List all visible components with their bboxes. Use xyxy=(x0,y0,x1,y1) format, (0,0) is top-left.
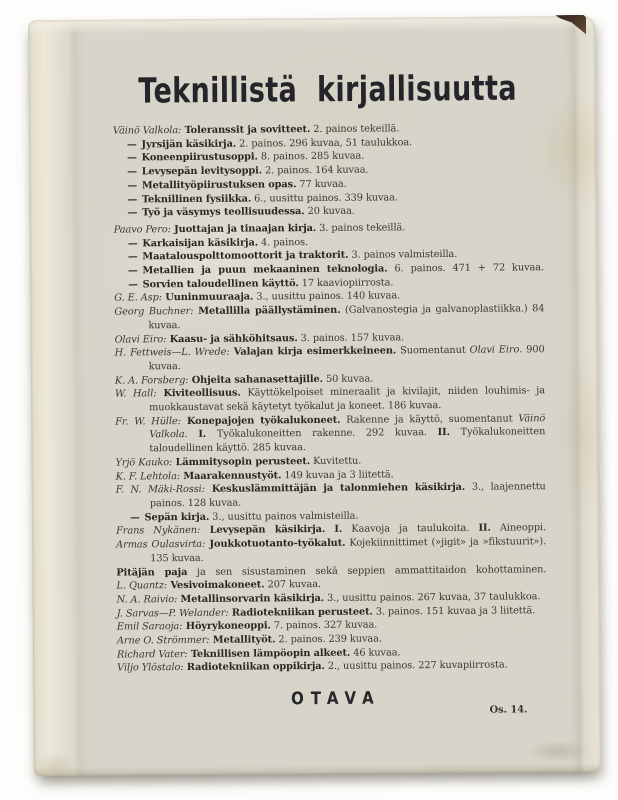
entry-author: G. E. Asp: xyxy=(114,292,163,305)
entry-title: I. xyxy=(334,524,343,536)
dash-marker: — xyxy=(126,139,142,151)
entry-title: Metallinsorvarin käsikirja. xyxy=(177,592,325,605)
entry-details: 4. painos. xyxy=(257,236,309,249)
entry-author: Georg Buchner: xyxy=(114,306,194,318)
entry-title: Radiotekniikan perusteet. xyxy=(228,606,373,619)
entry-details: ja sen sisustaminen sekä seppien ammattitaidon kohottaminen. xyxy=(187,563,547,578)
entry-details: Käyttökelpoiset mineraalit ja kivilajit, niiden louhimis- ja muokkaustavat sekä käytetyt työkalut ja koneet. 186 kuvaa. xyxy=(149,385,546,414)
entry-title: Ohjeita sahanasettajille. xyxy=(188,373,324,386)
entry-title: Vesivoimakoneet. xyxy=(167,579,265,592)
book-list xyxy=(113,121,547,675)
entry-title: Lämmitysopin perusteet. xyxy=(172,455,311,468)
entry-author: Yrjö Kauko: xyxy=(115,456,173,469)
dash-marker: — xyxy=(127,207,143,219)
entry-title: I. xyxy=(198,429,207,441)
entry-details: Väinö Valkola xyxy=(149,412,546,441)
list-entry xyxy=(115,385,545,416)
entry-title: Höyrykoneoppi. xyxy=(182,620,271,633)
entry-details: Rakenne ja käyttö, suomentanut xyxy=(340,413,519,426)
dash-marker: — xyxy=(127,193,142,205)
entry-author: Olavi Eiro: xyxy=(114,333,167,346)
list-entry xyxy=(116,535,546,566)
entry-title: Työ ja väsymys teollisuudessa. xyxy=(142,206,305,219)
entry-details: 2. painos. 239 kuvaa. xyxy=(275,633,382,646)
entry-author: Paavo Pero: xyxy=(113,224,171,236)
entry-details: Kaavoja ja taulukoita. xyxy=(342,523,479,536)
entry-title: Joukkotuotanto-työkalut. xyxy=(205,537,346,550)
publisher-name: OTAVA xyxy=(290,687,381,710)
entry-title: Sepän kirja. xyxy=(144,511,210,524)
entry-author: K. F. Lehtola: xyxy=(115,470,181,483)
entry-title: Valajan kirja esimerkkeineen. xyxy=(229,345,397,358)
entry-details: 7. painos. 327 kuvaa. xyxy=(270,619,378,632)
entry-details: 2. painos. 296 kuvaa, 51 taulukkoa. xyxy=(236,136,413,150)
entry-title: Jyrsijän käsikirja. xyxy=(141,138,237,151)
entry-title: Metallien ja puun mekaaninen teknologia. xyxy=(142,263,388,277)
entry-author: J. Sarvas—P. Welander: xyxy=(116,607,229,620)
entry-title: Maarakennustyöt. xyxy=(179,469,282,482)
entry-author: Richard Vater: xyxy=(116,648,188,661)
entry-details: Työkalukoneitten taloudellinen käyttö. 285 kuvaa. xyxy=(149,426,546,455)
entry-details: 2. painos tekeillä. xyxy=(310,123,400,136)
entry-details: 46 kuvaa. xyxy=(350,647,401,659)
torn-corner xyxy=(554,15,586,40)
entry-title: Juottajan ja tinaajan kirja. xyxy=(170,222,317,236)
entry-title: Keskuslämmittäjän ja talonmiehen käsikirja. xyxy=(204,482,466,496)
list-entry xyxy=(114,203,544,220)
entry-author: Väinö Valkola: xyxy=(112,125,182,137)
list-entry xyxy=(116,480,546,511)
entry-title: Karkaisijan käsikirja. xyxy=(142,237,259,249)
entry-details: 6., uusittu painos. 339 kuvaa. xyxy=(251,191,398,205)
entry-details: 207 kuvaa. xyxy=(264,579,321,591)
entry-details: Suomentanut xyxy=(396,345,470,357)
entry-details: 50 kuvaa. xyxy=(322,373,374,385)
entry-title: II. xyxy=(478,523,491,535)
entry-details: 6. painos. 471 + 72 kuvaa. xyxy=(387,262,545,275)
entry-title: Maatalouspolttomoottorit ja traktorit. xyxy=(142,250,349,263)
entry-title: Kaasu- ja sähköhitsaus. xyxy=(166,332,298,345)
entry-title: Uuninmuuraaja. xyxy=(161,291,254,304)
entry-title: II. xyxy=(437,427,450,439)
entry-details: Aineoppi. xyxy=(490,522,547,535)
entry-title: Teknillisen lämpöopin alkeet. xyxy=(187,647,351,660)
entry-details: Olavi Eiro xyxy=(469,344,520,357)
entry-title: Teknillinen fysiikka. xyxy=(141,193,252,205)
entry-title: Sorvien taloudellinen käyttö. xyxy=(142,277,299,291)
catalog-code: Os. 14. xyxy=(489,704,528,716)
entry-details: (Galvanostegia ja galvanoplastiikka.) 84 kuvaa. xyxy=(148,303,545,332)
title-row xyxy=(112,66,542,115)
dash-marker: — xyxy=(127,265,143,277)
list-entry xyxy=(115,412,545,456)
dash-marker: — xyxy=(127,237,143,250)
entry-author: W. Hall: xyxy=(114,388,157,400)
dash-marker: — xyxy=(127,166,142,178)
publisher-row xyxy=(117,685,547,716)
entry-author: F. N. Mäki-Rossi: xyxy=(115,484,205,496)
entry-author: K. A. Forsberg: xyxy=(114,374,189,387)
entry-author: Frans Nykänen: xyxy=(116,525,201,537)
entry-title: Metallityöpiirustuksen opas. xyxy=(141,178,297,192)
entry-title: Toleranssit ja sovitteet. xyxy=(181,124,311,137)
entry-author: Armas Oulasvirta: xyxy=(116,538,206,551)
list-entry xyxy=(114,302,544,333)
list-entry xyxy=(115,343,545,374)
dash-marker: — xyxy=(127,152,142,164)
entry-title: Radiotekniikan oppikirja. xyxy=(183,661,325,674)
entry-title: Konepajojen työkalukoneet. xyxy=(180,414,341,427)
entry-details: 2. painos. 164 kuvaa. xyxy=(261,164,369,177)
entry-title: Pitäjän paja xyxy=(116,566,188,579)
entry-title: Levysepän levitysoppi. xyxy=(141,165,263,178)
entry-author: N. A. Raivio: xyxy=(116,593,178,606)
entry-details: 2., uusittu painos. 227 kuvapiirrosta. xyxy=(324,659,508,673)
entry-details: 3., uusittu painos. 267 kuvaa, 37 taulukkoa. xyxy=(324,591,541,604)
dash-marker: — xyxy=(129,512,145,524)
dash-marker: — xyxy=(127,180,142,192)
entry-title: Koneenpiirustusoppi. xyxy=(141,151,258,164)
entry-title: Metallityöt. xyxy=(209,634,276,646)
list-entry xyxy=(117,659,547,676)
entry-details: Työkalukoneitten rakenne. 292 kuvaa. xyxy=(206,427,438,441)
entry-details: 3., uusittu painos. 140 kuvaa. xyxy=(253,290,401,303)
entry-title: Levysepän käsikirja. xyxy=(200,524,326,537)
entry-details: 77 kuvaa. xyxy=(296,178,347,190)
entry-details: 3. painos valmisteilla. xyxy=(348,249,458,262)
entry-details: . 900 kuvaa. xyxy=(148,344,545,373)
entry-details: 149 kuvaa ja 3 liitettä. xyxy=(281,468,394,481)
dash-marker: — xyxy=(128,279,143,291)
entry-details: . xyxy=(184,429,199,441)
entry-title: Kiviteollisuus. xyxy=(156,387,241,400)
entry-details: 3. painos. 157 kuvaa. xyxy=(297,331,405,344)
entry-details: 3., uusittu painos valmisteilla. xyxy=(209,510,359,523)
book-back-cover xyxy=(28,16,601,776)
entry-author: Arne O. Strömmer: xyxy=(116,634,210,647)
entry-author: L. Quantz: xyxy=(116,580,168,592)
entry-details: 20 kuvaa. xyxy=(304,205,355,218)
entry-details: 8. painos. 285 kuvaa. xyxy=(257,151,365,163)
entry-title: Metallilla päällystäminen. xyxy=(193,304,341,318)
entry-details: 3. painos tekeillä. xyxy=(316,222,406,234)
entry-details: Kuvitettu. xyxy=(310,455,362,467)
cover-title: Teknillistä kirjallisuutta xyxy=(138,68,518,112)
entry-author: H. Fettweis—L. Wrede: xyxy=(114,346,230,359)
entry-details: Kojekiinnittimet (»jigit» ja »fikstuurit»). 135 kuvaa. xyxy=(150,536,547,565)
entry-author: Viljo Ylöstalo: xyxy=(117,662,184,674)
entry-details: 3., laajennettu painos. 128 kuvaa. xyxy=(149,481,546,510)
entry-details: 17 kaaviopiirrosta. xyxy=(298,277,394,289)
cover-content xyxy=(112,16,548,775)
entry-details: 3. painos. 151 kuvaa ja 3 liitettä. xyxy=(372,604,536,618)
dash-marker: — xyxy=(127,251,143,263)
entry-author: Emil Saraoja: xyxy=(116,621,183,633)
entry-author: Fr. W. Hülle: xyxy=(115,415,181,428)
